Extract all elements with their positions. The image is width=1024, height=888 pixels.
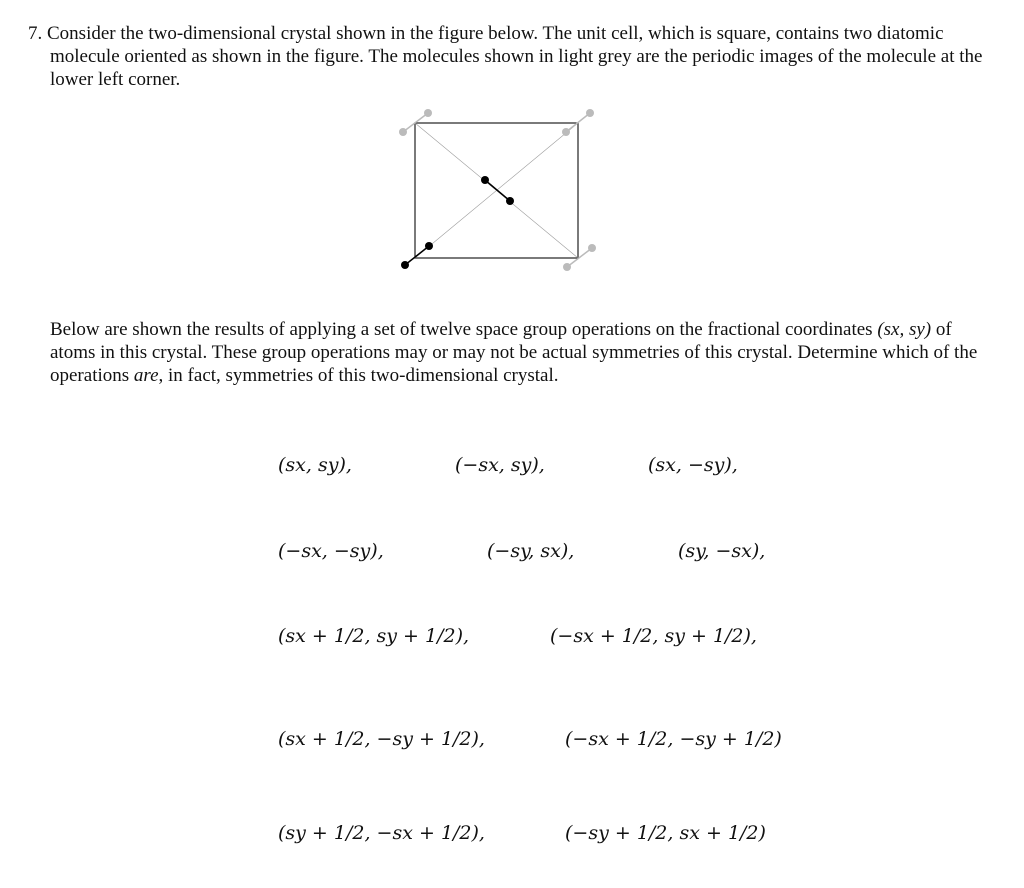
intro-are: are — [133, 365, 159, 386]
intro-text-a: Below are shown the results of applying a set of twelve space group operations on the fractional coordinates — [50, 319, 878, 340]
problem-text: Consider the two-dimensional crystal shown in the figure below. The unit cell, which is square, contains two diatomic molecule oriented as shown in the figure. The molecules shown in light grey are the periodic images of the molecule at the lower left corner. — [47, 23, 983, 90]
op-3 — [648, 454, 738, 476]
op-9 — [278, 728, 485, 750]
op-4-text: (−sx, −sy), — [278, 540, 384, 562]
center-atom-1 — [481, 176, 489, 184]
op-9-text: (sx + 1/2, −sy + 1/2), — [278, 728, 485, 750]
intro-text-b: of atoms in this crystal. These group operations may or may not be actual symmetries of this crystal. Determine which of the operations — [50, 319, 978, 386]
op-12-text: (−sy + 1/2, sx + 1/2) — [565, 822, 766, 844]
op-1 — [278, 454, 352, 476]
image-atom-tl-2 — [424, 109, 432, 117]
problem-statement — [28, 22, 1016, 91]
op-12 — [565, 822, 766, 844]
op-11-text: (sy + 1/2, −sx + 1/2), — [278, 822, 485, 844]
op-5 — [487, 540, 574, 562]
op-10-text: (−sx + 1/2, −sy + 1/2) — [565, 728, 782, 750]
op-11 — [278, 822, 485, 844]
center-atom-2 — [506, 197, 514, 205]
corner-atom-2 — [425, 242, 433, 250]
op-1-text: (sx, sy), — [278, 454, 352, 476]
op-10 — [565, 728, 782, 750]
image-atom-br-1 — [563, 263, 571, 271]
op-4 — [278, 540, 384, 562]
coord-pair: (sx, sy) — [877, 319, 932, 340]
corner-atom-1 — [401, 261, 409, 269]
corner-bond — [405, 246, 429, 265]
op-6 — [678, 540, 765, 562]
crystal-figure — [395, 103, 605, 275]
operations-intro — [50, 318, 994, 387]
op-7-text: (sx + 1/2, sy + 1/2), — [278, 625, 470, 647]
image-atom-br-2 — [588, 244, 596, 252]
op-2-text: (−sx, sy), — [455, 454, 545, 476]
image-atom-tl-1 — [399, 128, 407, 136]
image-atom-tr-2 — [586, 109, 594, 117]
op-8 — [550, 625, 757, 647]
op-8-text: (−sx + 1/2, sy + 1/2), — [550, 625, 757, 647]
problem-number: 7. — [28, 23, 43, 44]
op-5-text: (−sy, sx), — [487, 540, 575, 562]
image-atom-tr-1 — [562, 128, 570, 136]
op-7 — [278, 625, 469, 647]
center-bond — [485, 180, 510, 201]
intro-text-c: , in fact, symmetries of this two-dimensional crystal. — [158, 365, 559, 386]
op-2 — [455, 454, 545, 476]
op-3-text: (sx, −sy), — [648, 454, 738, 476]
op-6-text: (sy, −sx), — [678, 540, 766, 562]
